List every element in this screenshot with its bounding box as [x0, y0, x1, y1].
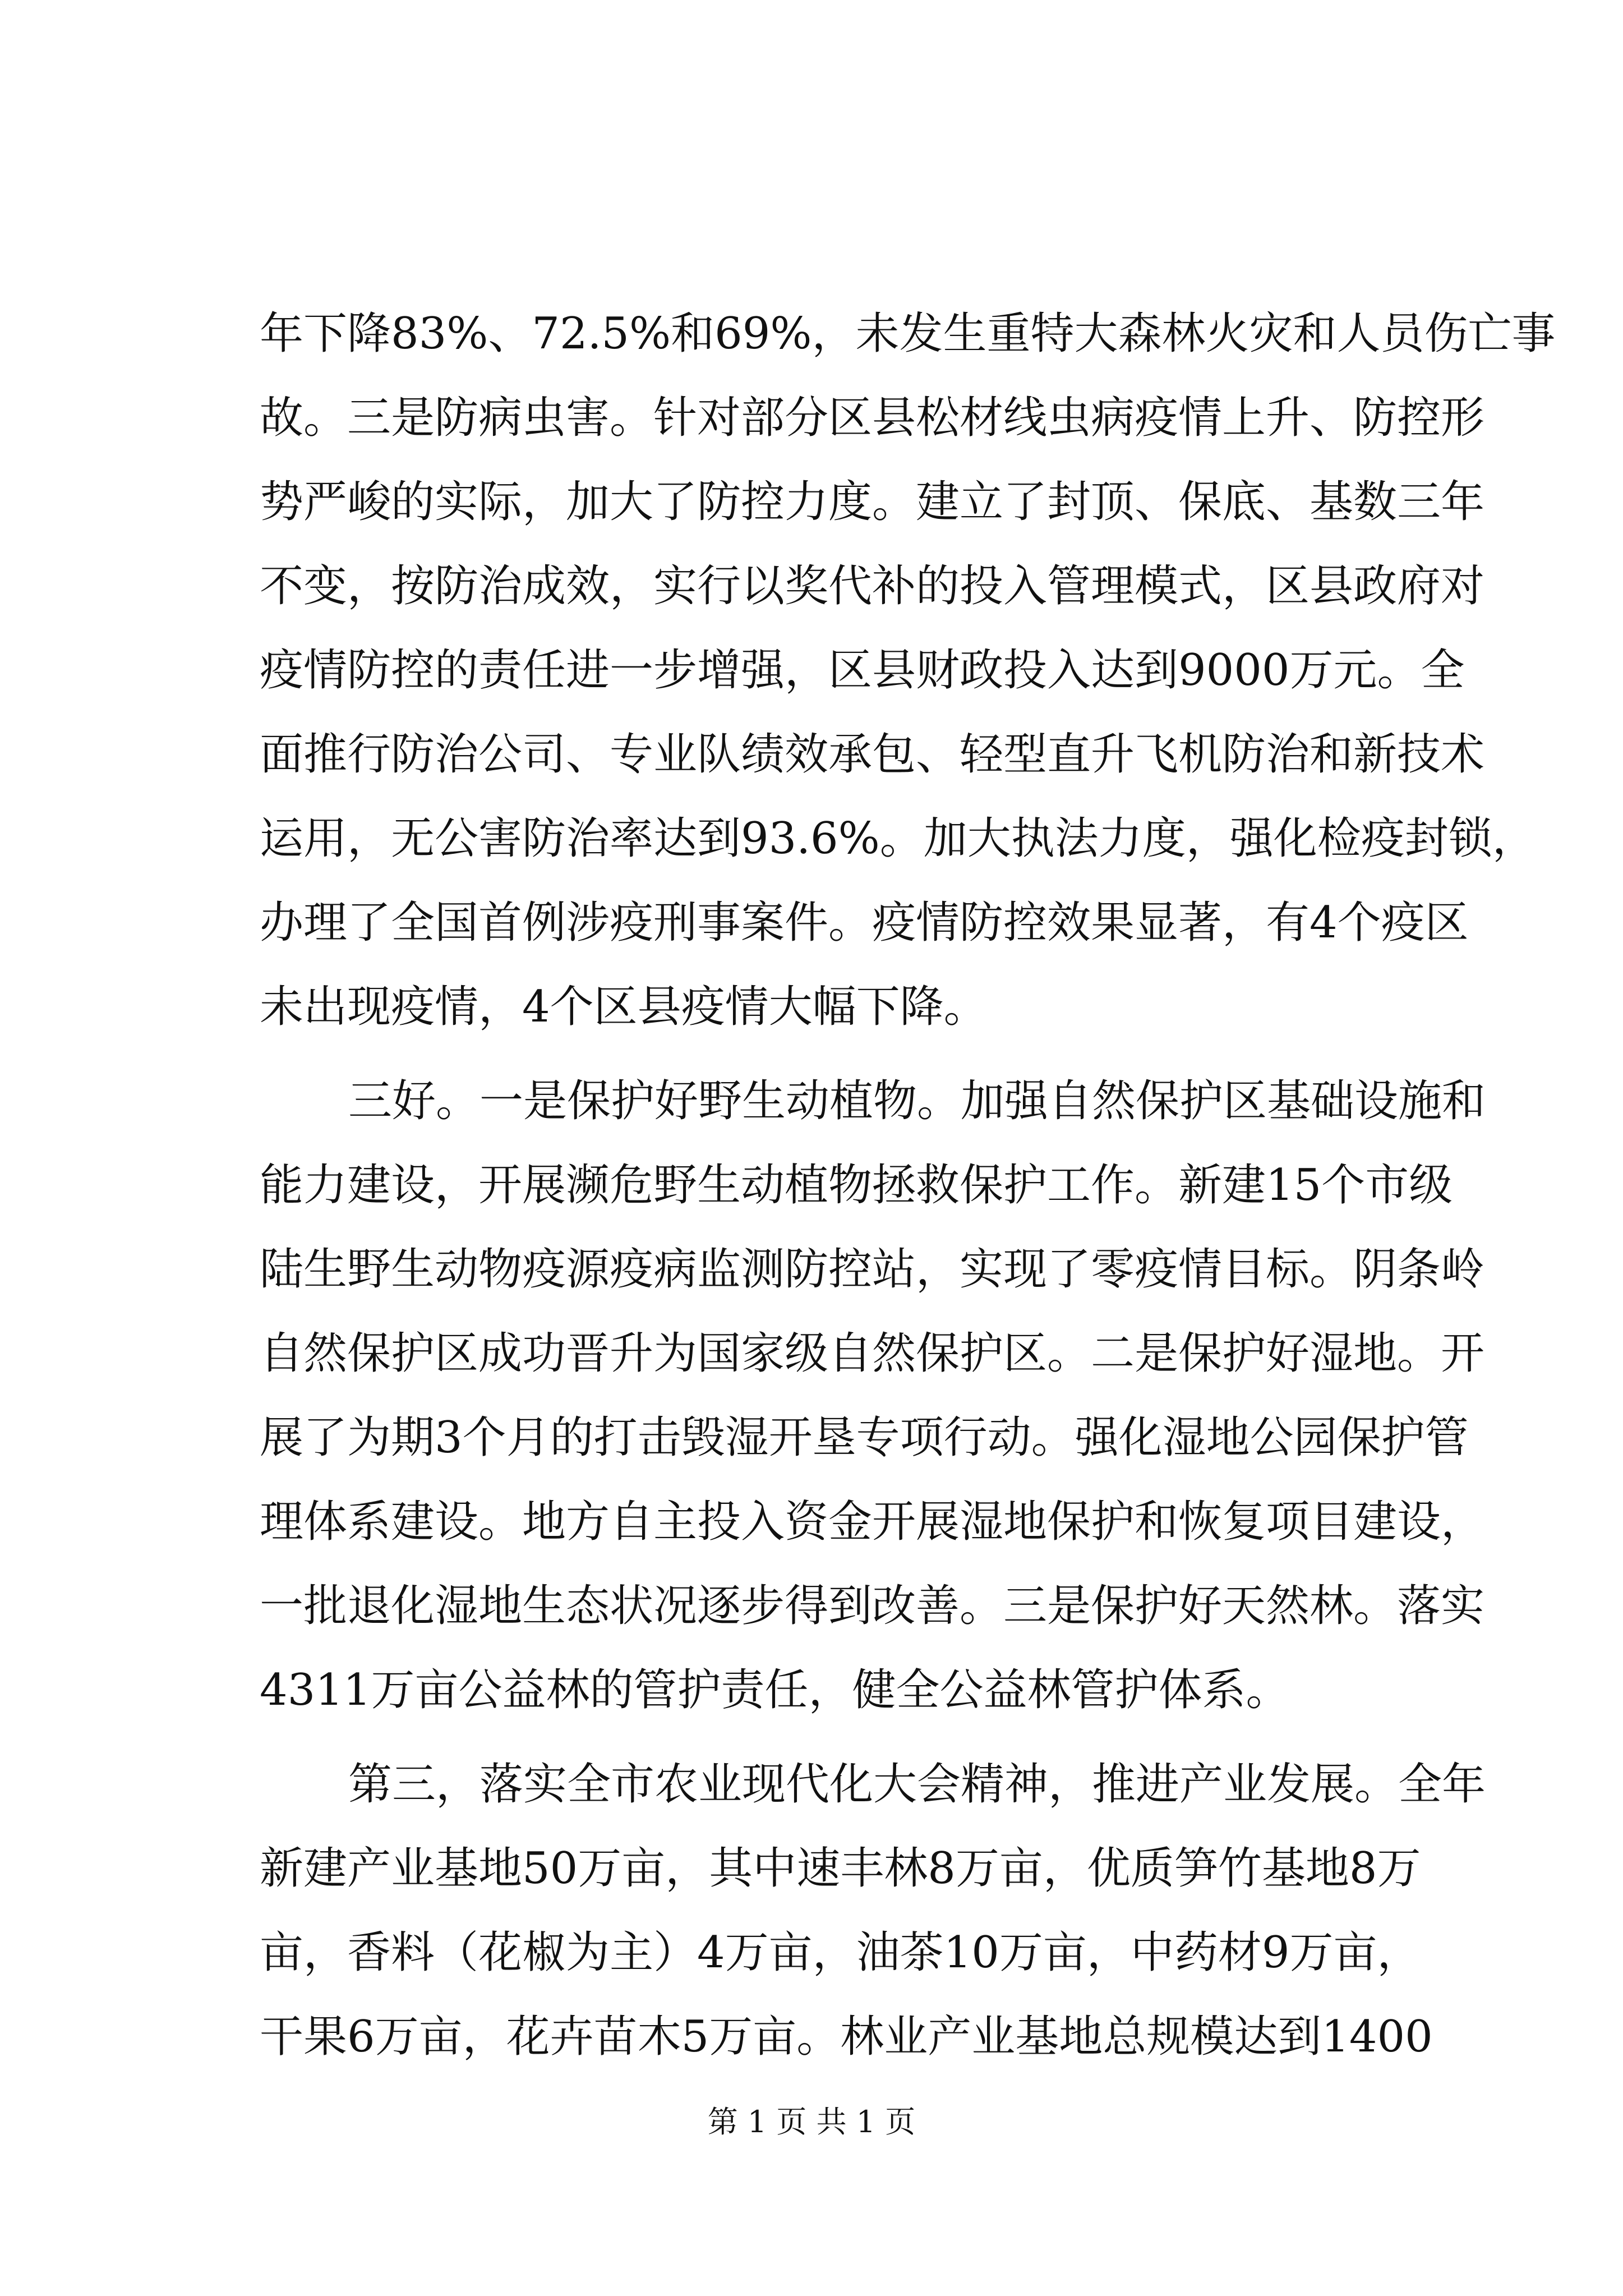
- paragraph-1: [260, 292, 1556, 1049]
- text-line: 陆生野生动物疫源疫病监测防控站，实现了零疫情目标。阴条岭: [260, 1244, 1485, 1295]
- text-line: 理体系建设。地方自主投入资金开展湿地保护和恢复项目建设，: [260, 1497, 1485, 1547]
- text-line: 干果6万亩，花卉苗木5万亩。林业产业基地总规模达到1400: [260, 2012, 1433, 2062]
- text-line: 能力建设，开展濒危野生动植物拯救保护工作。新建15个市级: [260, 1160, 1453, 1211]
- text-line: 疫情防控的责任进一步增强，区县财政投入达到9000万元。全: [260, 645, 1465, 696]
- text-line: 年下降83%、72.5%和69%，未发生重特大森林火灾和人员伤亡事: [260, 309, 1556, 359]
- text-line: 故。三是防病虫害。针对部分区县松材线虫病疫情上升、防控形: [260, 393, 1485, 443]
- text-line: 面推行防治公司、专业队绩效承包、轻型直升飞机防治和新技术: [260, 729, 1485, 780]
- text-line: 4311万亩公益林的管护责任，健全公益林管护体系。: [260, 1665, 1290, 1715]
- text-line: 未出现疫情，4个区县疫情大幅下降。: [260, 982, 988, 1032]
- paragraph-3: [260, 1742, 1486, 2079]
- text-line: 亩，香料（花椒为主）4万亩，油茶10万亩，中药材9万亩，: [260, 1927, 1421, 1978]
- text-line: 第三，落实全市农业现代化大会精神，推进产业发展。全年: [348, 1759, 1486, 1810]
- text-line: 办理了全国首例涉疫刑事案件。疫情防控效果显著，有4个疫区: [260, 898, 1469, 948]
- text-line: 一批退化湿地生态状况逐步得到改善。三是保护好天然林。落实: [260, 1581, 1485, 1631]
- paragraph-2: [260, 1059, 1486, 1732]
- text-line: 自然保护区成功晋升为国家级自然保护区。二是保护好湿地。开: [260, 1328, 1485, 1379]
- text-line: 新建产业基地50万亩，其中速丰林8万亩，优质笋竹基地8万: [260, 1843, 1421, 1894]
- text-line: 三好。一是保护好野生动植物。加强自然保护区基础设施和: [348, 1076, 1486, 1126]
- text-line: 展了为期3个月的打击毁湿开垦专项行动。强化湿地公园保护管: [260, 1412, 1469, 1463]
- text-line: 不变，按防治成效，实行以奖代补的投入管理模式，区县政府对: [260, 561, 1485, 611]
- text-line: 势严峻的实际，加大了防控力度。建立了封顶、保底、基数三年: [260, 477, 1485, 527]
- document-body: [260, 292, 1556, 2079]
- page-number-footer: 第 1 页 共 1 页: [707, 2104, 916, 2139]
- text-line: 运用，无公害防治率达到93.6%。加大执法力度，强化检疫封锁，: [260, 813, 1536, 864]
